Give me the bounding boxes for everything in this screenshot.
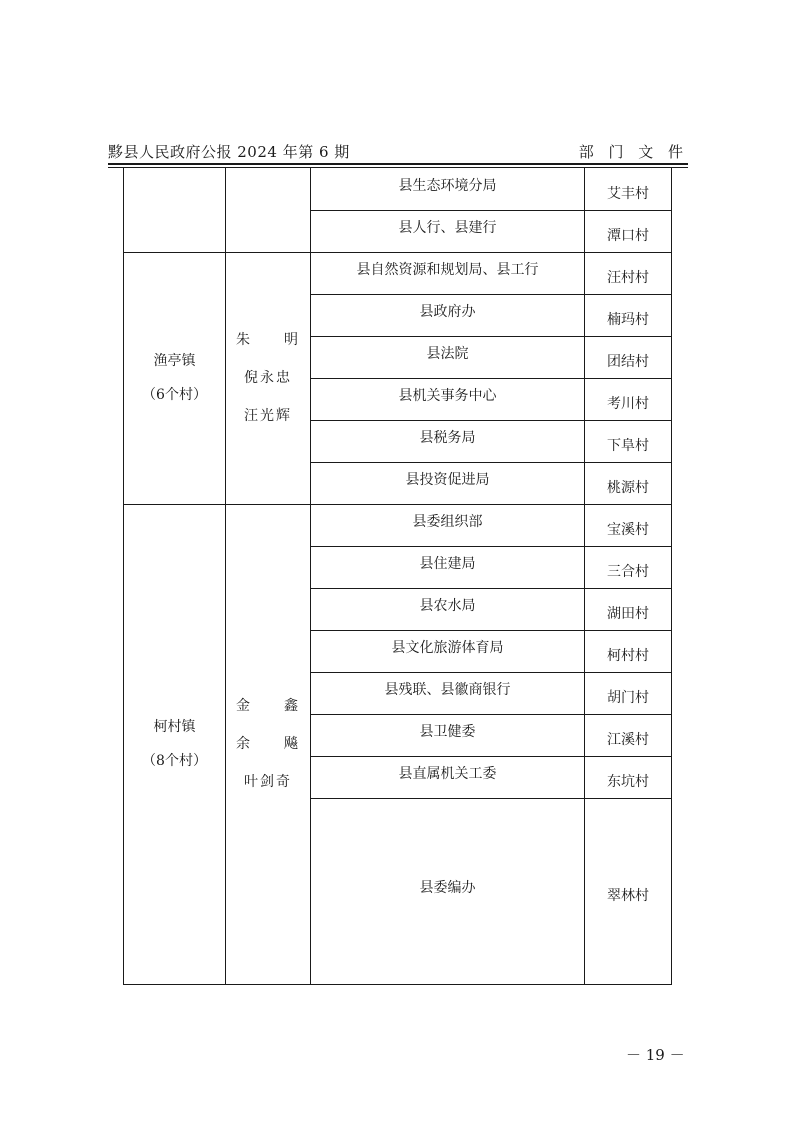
leader-cell-empty: [226, 168, 311, 252]
unit-cell: 县机关事务中心: [311, 378, 585, 420]
unit-cell: 县税务局: [311, 420, 585, 462]
town-cell-empty: [124, 168, 226, 252]
unit-cell: 县投资促进局: [311, 462, 585, 504]
town-cell: [124, 504, 226, 984]
town-name: 渔亭镇: [153, 353, 196, 369]
village-cell: 江溪村: [585, 714, 672, 756]
leader-name: 叶剑奇: [244, 774, 292, 790]
leader-name: 朱 明: [236, 332, 300, 348]
leader-cell: [226, 504, 311, 984]
village-cell: 潭口村: [585, 210, 672, 252]
unit-cell: 县法院: [311, 336, 585, 378]
header-rule-thick: [108, 163, 688, 165]
page-number: － 19 －: [626, 1046, 685, 1064]
village-cell: 胡门村: [585, 672, 672, 714]
village-cell: 宝溪村: [585, 504, 672, 546]
village-cell: 考川村: [585, 378, 672, 420]
unit-cell: 县农水局: [311, 588, 585, 630]
town-village-count: （6个村）: [142, 387, 207, 403]
leader-name: 倪永忠: [244, 370, 292, 386]
unit-cell: 县文化旅游体育局: [311, 630, 585, 672]
village-cell: 楠玛村: [585, 294, 672, 336]
unit-cell: 县残联、县徽商银行: [311, 672, 585, 714]
village-cell: 湖田村: [585, 588, 672, 630]
village-cell: 翠林村: [585, 798, 672, 984]
village-cell: 三合村: [585, 546, 672, 588]
bulletin-title: 黟县人民政府公报 2024 年第 6 期: [108, 143, 350, 161]
leader-name: 余 飚: [236, 736, 300, 752]
unit-cell: 县委组织部: [311, 504, 585, 546]
table-row: [124, 504, 672, 546]
unit-cell: 县卫健委: [311, 714, 585, 756]
unit-cell: 县生态环境分局: [311, 168, 585, 210]
table-row: [124, 168, 672, 210]
village-cell: 柯村村: [585, 630, 672, 672]
village-cell: 下阜村: [585, 420, 672, 462]
unit-cell: 县政府办: [311, 294, 585, 336]
unit-cell: 县住建局: [311, 546, 585, 588]
town-name: 柯村镇: [153, 719, 196, 735]
leader-name: 汪光辉: [244, 408, 292, 424]
village-cell: 艾丰村: [585, 168, 672, 210]
unit-cell: 县自然资源和规划局、县工行: [311, 252, 585, 294]
town-cell: [124, 252, 226, 504]
village-cell: 团结村: [585, 336, 672, 378]
leader-cell: [226, 252, 311, 504]
unit-cell: 县直属机关工委: [311, 756, 585, 798]
leader-name: 金 鑫: [236, 698, 300, 714]
town-village-count: （8个村）: [142, 753, 207, 769]
village-cell: 桃源村: [585, 462, 672, 504]
unit-cell: 县人行、县建行: [311, 210, 585, 252]
village-cell: 汪村村: [585, 252, 672, 294]
village-cell: 东坑村: [585, 756, 672, 798]
table-row: [124, 252, 672, 294]
assignment-table: [123, 168, 672, 985]
section-label: 部 门 文 件: [578, 143, 688, 161]
unit-cell: 县委编办: [311, 798, 585, 984]
